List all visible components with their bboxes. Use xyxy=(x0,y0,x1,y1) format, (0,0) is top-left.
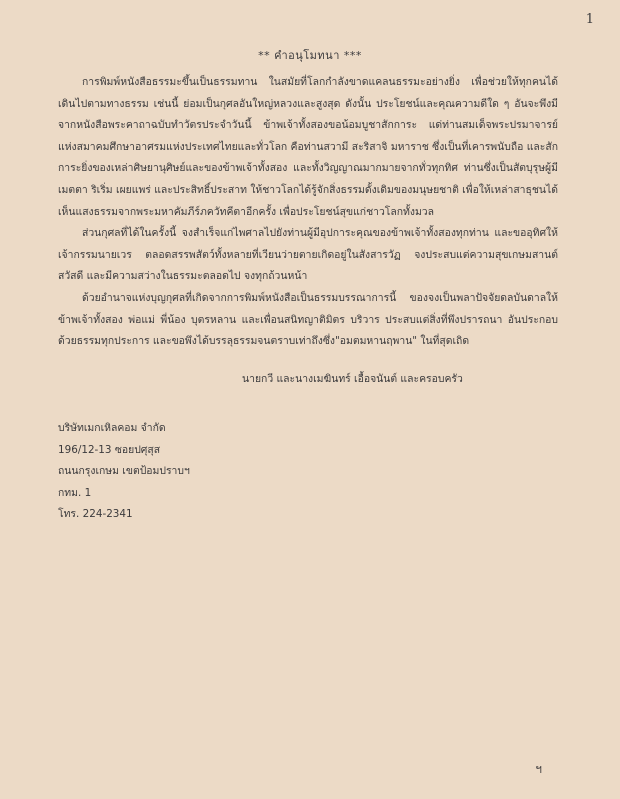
paragraph-dedication: การพิมพ์หนังสือธรรมะขึ้นเป็นธรรมทาน ในสมัยที่โลกกำลังขาดแคลนธรรมะอย่างยิ่ง เพื่อช่วยให้ทุกคนได้เดินไปตามทางธรรม เช่นนี้ ย่อมเป็นกุศลอันใหญ่หลวงและสูงสุด ดังนั้น ประโยชน์และคุณความดีใด ๆ อันจะพึงมีจากหนังสือพระคาถาฉบับทำวัตรประจำวันนี้ ข้าพเจ้าทั้งสองขอน้อมบูชาสักการะ แด่ท่านสมเด็จพระปรมาจารย์แห่งสมาคมศึกษาอาศรมแห่งประเทศไทยและทั่วโลก คือท่านสวามี สะริสาจิ มหาราช ซึ่งเป็นที่เคารพนับถือ และสักการะยิ่งของเหล่าศิษยานุศิษย์และของข้าพเจ้าทั้งสอง และทั้งวิญญาณมากมายจากทั่วทุกทิศ ท่านซึ่งเป็นสัตบุรุษผู้มีเมตตา ริเริ่ม เผยแพร่ และประสิทธิ์ประสาท ให้ชาวโลกได้รู้จักสิ่งธรรมดั้งเดิมของมนุษยชาติ เพื่อให้เหล่าสาธุชนได้เห็นแสงธรรมจากพระมหาคัมภีร์ภควัทคีตาอีกครั้ง เพื่อประโยชน์สุขแก่ชาวโลกทั้งมวล xyxy=(58,76,558,218)
paragraph-blessing: ด้วยอำนาจแห่งบุญกุศลที่เกิดจากการพิมพ์หนังสือเป็นธรรมบรรณาการนี้ ของจงเป็นพลาปัจจัยดลบันดาลให้ข้าพเจ้าทั้งสอง พ่อแม่ พี่น้อง บุตรหลาน และเพื่อนสนิทญาติมิตร บริวาร ประสบแต่สิ่งที่พึงปรารถนา อันประกอบด้วยธรรมทุกประการ และขอพึงได้บรรลุธรรมจนตราบเท่าถึงซึ่ง"อมตมหานฤพาน" ในที่สุดเถิด xyxy=(58,291,558,348)
address-road: ถนนกรุงเกษม เขตป้อมปราบฯ xyxy=(58,465,190,478)
address-company: บริษัทเมกเหิลคอม จำกัด xyxy=(58,422,166,434)
page-number: 1 xyxy=(585,12,594,27)
document-heading: ** คำอนุโมทนา *** xyxy=(258,49,362,62)
paragraph-merit: ส่วนกุศลที่ได้ในครั้งนี้ จงสำเร็จแก่ไพศาลไปยังท่านผู้มีอุปการะคุณของข้าพเจ้าทั้งสองทุกท่าน และขออุทิศให้เจ้ากรรมนายเวร ตลอดสรรพสัตว์ทั้งหลายที่เวียนว่ายตายเกิดอยู่ในสังสารวัฏ จงประสบแต่ความสุขเกษมสานต์ สวัสดี และมีความสว่างในธรรมะตลอดไป จงทุกถ้วนหน้า xyxy=(58,227,558,283)
address-block xyxy=(58,418,190,526)
address-city: กทม. 1 xyxy=(58,486,92,499)
body-text xyxy=(58,72,558,353)
signature-line: นายกวี และนางเมฆินทร์ เอื้อจนันต์ และครอบครัว xyxy=(242,373,463,385)
address-street: 196/12-13 ซอยปศุสุส xyxy=(58,443,161,456)
address-phone: โทร. 224-2341 xyxy=(58,508,133,521)
corner-mark: ฯ xyxy=(535,762,542,776)
